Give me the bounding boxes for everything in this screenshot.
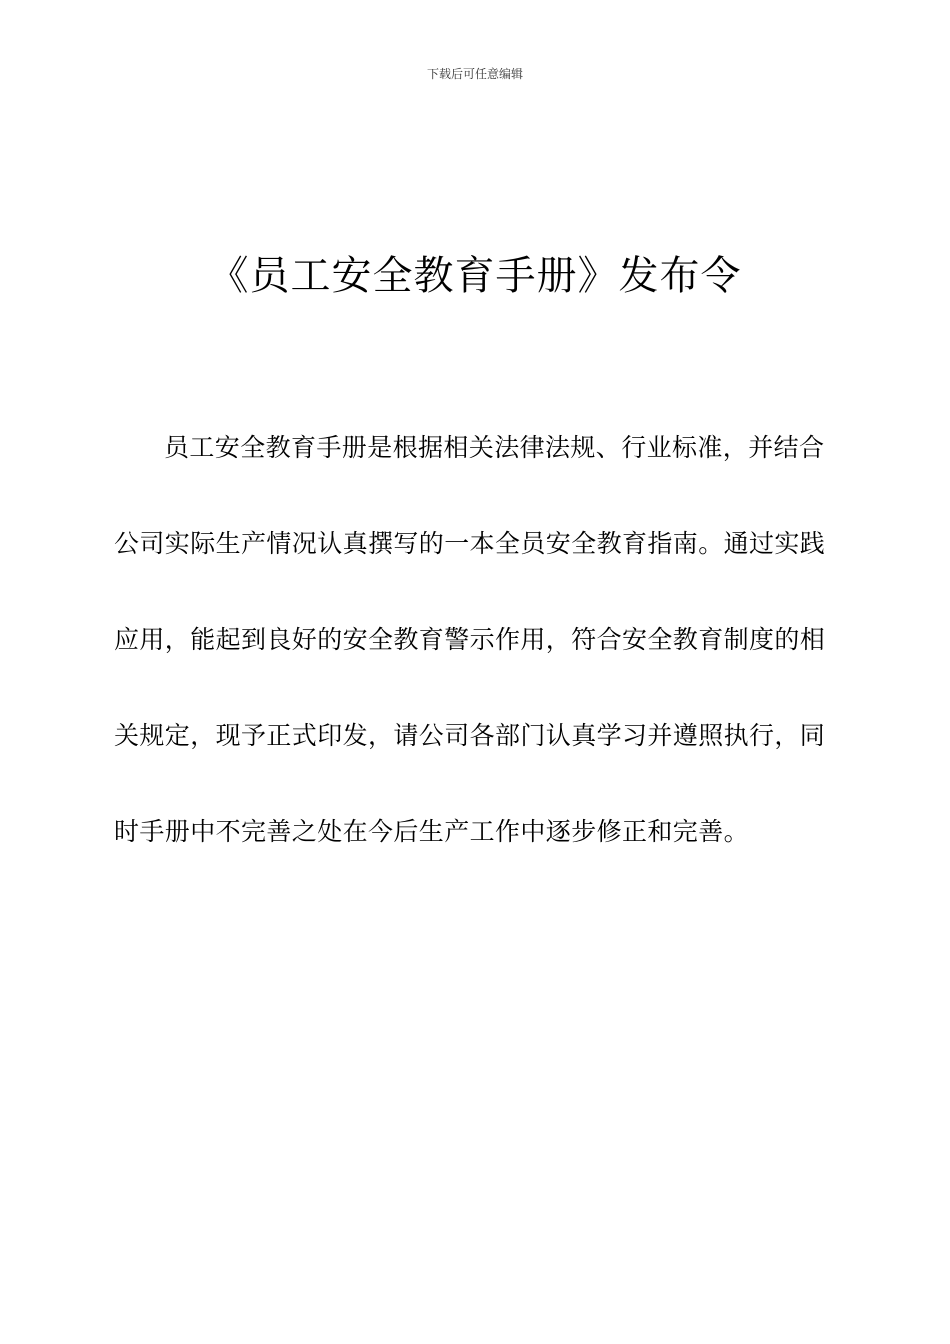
header-note: 下载后可任意编辑 bbox=[426, 67, 523, 81]
paragraph-line: 员工安全教育手册是根据相关法律法规、行业标准，并结合 bbox=[164, 433, 825, 462]
document-title: 《员工安全教育手册》发布令 bbox=[208, 253, 742, 299]
paragraph-line: 应用，能起到良好的安全教育警示作用，符合安全教育制度的相 bbox=[114, 625, 826, 654]
body-paragraph bbox=[114, 400, 834, 880]
paragraph-line: 关规定，现予正式印发，请公司各部门认真学习并遵照执行，同 bbox=[114, 721, 826, 750]
paragraph-line: 时手册中不完善之处在今后生产工作中逐步修正和完善。 bbox=[114, 817, 750, 846]
paragraph-line: 公司实际生产情况认真撰写的一本全员安全教育指南。通过实践 bbox=[114, 529, 826, 558]
